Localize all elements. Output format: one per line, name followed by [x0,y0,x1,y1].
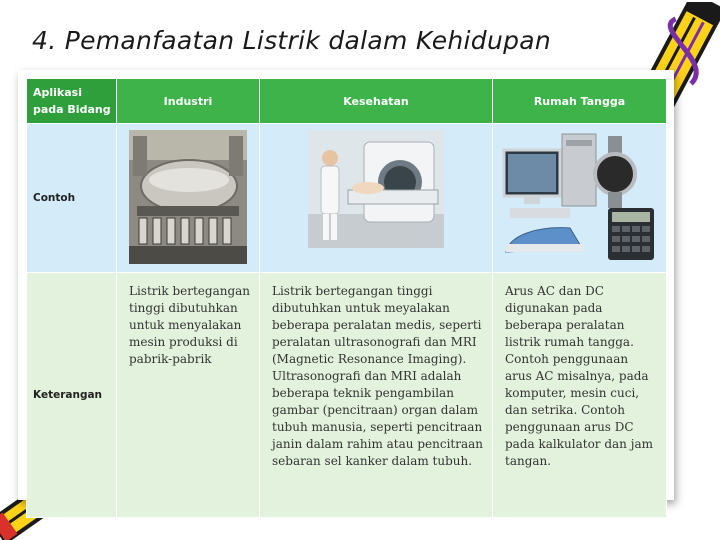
mri-scanner-image [260,124,493,273]
household-appliances-image [493,124,667,273]
industrial-machine-image [117,124,260,273]
slide-title: 4. Pemanfaatan Listrik dalam Kehidupan [32,26,552,55]
row-label-contoh: Contoh [27,124,117,273]
header-rumah-tangga: Rumah Tangga [493,79,667,124]
desc-kesehatan: Listrik bertegangan tinggi dibutuhkan untuk meyalakan beberapa peralatan medis, seperti peralatan ultrasonografi dan MRI (Magnetic Resonance Imaging). Ultrasonografi dan MRI adalah beberapa teknik pengambilan gambar (pencitraan) organ dalam tubuh manusia, seperti pencitraan janin dalam rahim atau pencitraan sebaran sel kanker dalam tubuh. [260,273,493,518]
info-table-frame [18,70,674,500]
info-table [26,78,667,518]
header-application-field: Aplikasi pada Bidang [27,79,117,124]
desc-rumah-tangga: Arus AC dan DC digunakan pada beberapa peralatan listrik rumah tangga. Contoh penggunaan arus AC misalnya, pada komputer, mesin cuci, dan setrika. Contoh penggunaan arus DC pada kalkulator dan jam tangan. [493,273,667,518]
desc-industri: Listrik bertegangan tinggi dibutuhkan untuk menyalakan mesin produksi di pabrik-pabrik [117,273,260,518]
header-kesehatan: Kesehatan [260,79,493,124]
header-industri: Industri [117,79,260,124]
row-label-keterangan: Keterangan [27,273,117,518]
